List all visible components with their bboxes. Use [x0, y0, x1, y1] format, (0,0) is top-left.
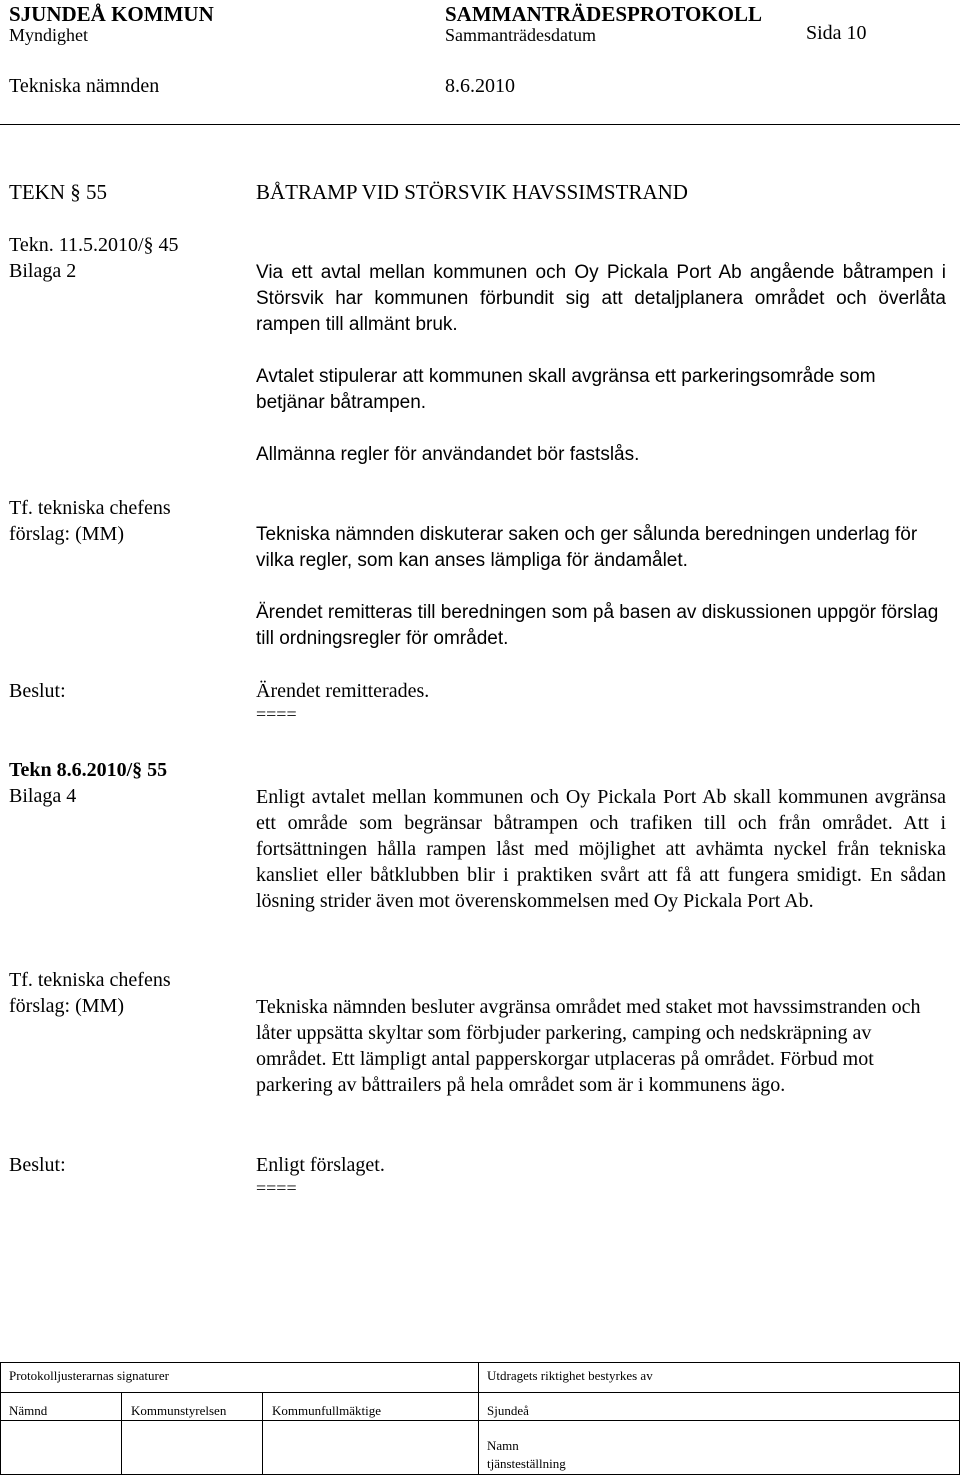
- item1-proposal-paragraph-2: Ärendet remitteras till beredningen som på basen av diskussionen uppgör förslag till ordningsregler för området.: [256, 602, 939, 649]
- footer-name-label: Namn: [487, 1438, 519, 1453]
- item2-attachment: Bilaga 4: [9, 785, 77, 807]
- authority: Tekniska nämnden: [9, 75, 160, 97]
- item2-reference: Tekn 8.6.2010/§ 55: [9, 759, 168, 781]
- meeting-date: 8.6.2010: [445, 75, 515, 97]
- item2-paragraph: Enligt avtalet mellan kommunen och Oy Pickala Port Ab skall kommunen avgränsa ett område som begränsar båtrampen och trafiken till och från området. Att i fortsättningen hålla rampen låst med möjlighet att avhämta nyckel från tekniska kansliet eller båtklubben blir i praktiken svårt att få att fungera smidigt. En sådan lösning strider även mot överenskommelsen med Oy Pickala Port Ab.: [256, 786, 946, 912]
- header-rule: [0, 124, 960, 125]
- item2-proposal: Tekniska nämnden besluter avgränsa området med staket mot havssimstranden och låter uppsätta skyltar som förbjuder parkering, camping och nedskräpning av området. Ett lämpligt antal papperskorgar utplaceras på området. Förbud mot parkering av båttrailers på hela området som är i kommunens ägo.: [256, 996, 921, 1096]
- item1-proposal-label-2: förslag: (MM): [9, 523, 124, 545]
- item2-decision-label: Beslut:: [9, 1154, 66, 1176]
- item1-decision-label: Beslut:: [9, 680, 66, 702]
- footer-col-municipality: Sjundeå: [487, 1403, 529, 1418]
- item2-separator: ====: [256, 1178, 297, 1198]
- footer-col-council: Kommunfullmäktige: [272, 1403, 382, 1418]
- footer-position-label: tjänsteställning: [487, 1456, 566, 1471]
- item1-paragraph-1: Via ett avtal mellan kommunen och Oy Pickala Port Ab angående båtrampen i Störsvik har kommunen förbundit sig att detaljplanera området och överlåta rampen till allmänt bruk.: [256, 262, 946, 335]
- item1-reference: Tekn. 11.5.2010/§ 45: [9, 234, 179, 256]
- item1-attachment: Bilaga 2: [9, 260, 77, 282]
- item1-paragraph-2: Avtalet stipulerar att kommunen skall avgränsa ett parkeringsområde som betjänar båtrampen.: [256, 366, 876, 413]
- paragraph-id: TEKN § 55: [9, 180, 107, 204]
- page-number: Sida 10: [806, 22, 867, 44]
- item1-paragraph-3: Allmänna regler för användandet bör fastslås.: [256, 444, 640, 465]
- item2-proposal-label-2: förslag: (MM): [9, 995, 124, 1017]
- item1-separator: ====: [256, 704, 297, 724]
- item1-proposal-label-1: Tf. tekniska chefens: [9, 497, 171, 519]
- meeting-date-label: Sammanträdesdatum: [445, 25, 596, 45]
- section-title: BÅTRAMP VID STÖRSVIK HAVSSIMSTRAND: [256, 180, 688, 204]
- signatures-label: Protokolljusterarnas signaturer: [9, 1368, 169, 1383]
- item1-proposal-paragraph-1: Tekniska nämnden diskuterar saken och ger sålunda beredningen underlag för vilka regler, som kan anses lämpliga för ändamålet.: [256, 524, 918, 571]
- org-name: SJUNDEÅ KOMMUN: [9, 2, 214, 26]
- item2-decision: Enligt förslaget.: [256, 1154, 385, 1176]
- authority-label: Myndighet: [9, 25, 88, 45]
- item2-proposal-label-1: Tf. tekniska chefens: [9, 969, 171, 991]
- footer-col-municipal-board: Kommunstyrelsen: [131, 1403, 227, 1418]
- certify-label: Utdragets riktighet bestyrkes av: [487, 1368, 653, 1383]
- footer-col-board: Nämnd: [9, 1403, 48, 1418]
- document-type: SAMMANTRÄDESPROTOKOLL: [445, 2, 762, 26]
- item1-decision: Ärendet remitterades.: [256, 680, 430, 702]
